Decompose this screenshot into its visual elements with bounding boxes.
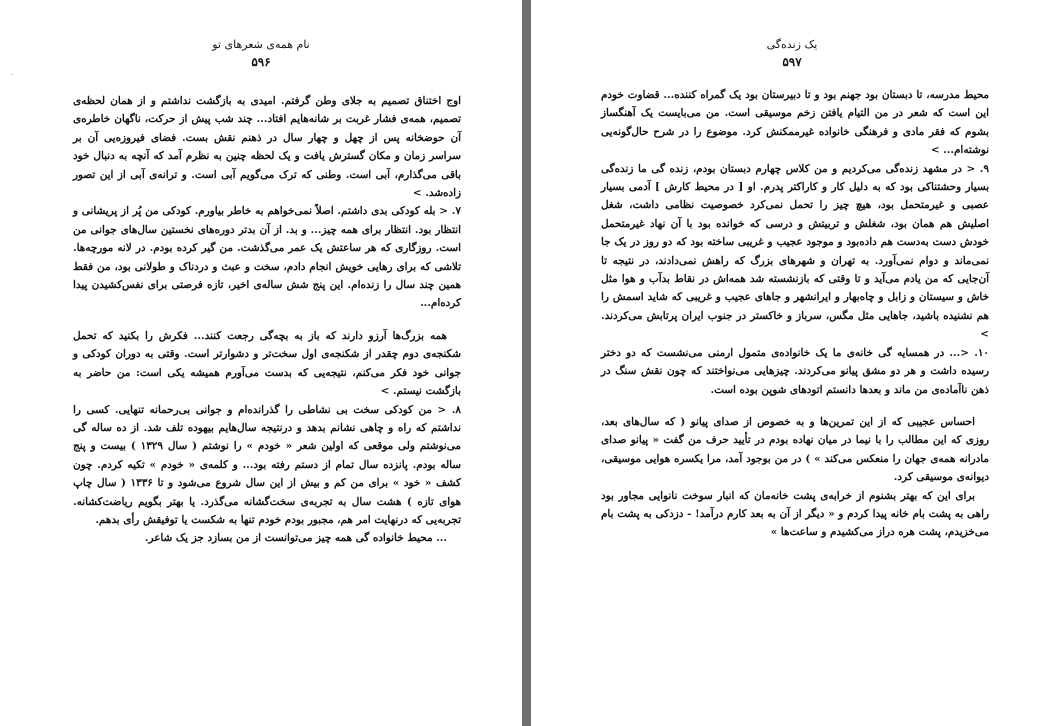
paragraph: ۱۰. <... در همسایه گی خانه‌ی ما یک خانواده‌ی متمول ارمنی می‌نشست که دو دختر رسیده داشت و هر دو مشق پیانو می‌کردند. چیزهایی می‌نواختند که چون نقش سنگ در ذهن ناآماده‌ی من ماند و بعدها دانستم اتودهای شوپن بوده است.	[601, 346, 989, 396]
left-page-body	[73, 92, 461, 548]
running-head: نام همه‌ی شعرهای تو	[212, 38, 310, 51]
right-page-body	[601, 86, 989, 542]
left-page	[0, 0, 522, 726]
running-head: یک زنده‌گی	[766, 38, 818, 51]
right-page	[531, 0, 1053, 726]
paragraph: اوج اختناق تصمیم به جلای وطن گرفتم. امیدی به بازگشت نداشتم و از همان لحظه‌ی تصمیم، همه‌ی فشار غربت بر شانه‌هایم افتاد... چند شب پیش از حرکت، ناگهان خاطره‌ی آن حوضخانه پس از چهل و چهار سال در ذهنم نقش بست. فضای فیروزه‌یی آن بر سراسر زمان و مکان گسترش یافت و یک لحظه چنین به نظرم آمد که آنچه به دنبال خود باقی می‌گذارم، آبی است. وطنی که ترک می‌گویم آبی است. و ترانه‌ی آبی از این تصور زاده‌شد. >	[73, 95, 461, 200]
page-number: ۵۹۶	[251, 55, 271, 69]
margin-mark: ٠	[10, 70, 15, 80]
paragraph: ۸. < من کودکی سخت بی نشاطی را گذرانده‌ام و جوانی بی‌رحمانه تنهایی. کسی را نداشتم که راه و چاهی نشانم بدهد و درنتیجه سال‌هایم بیهوده تلف شد. از ده ساله گی می‌نوشتم ولی موقعی که اولین شعر « خودم » را نوشتم ( سال ۱۳۲۹ ) بیست و پنج ساله بودم. پانزده سال تمام از دستم رفته بود... و کلمه‌ی « خودم » تکیه کردم. چون کشف « خود » برای من کم و بیش از این سال شروع می‌شود و تا ۱۳۳۶ ( سال چاپ هوای تازه ) هشت سال به تجربه‌ی سخت‌گشانه می‌گذرد. یا بهتر بگویم ریاضت‌کشانه. تجربه‌یی که درنهایت امر هم، مجبور بودم خودم تنها به شکست یا توفیقش رأی بدهم.	[73, 403, 462, 526]
paragraph: محیط مدرسه، تا دبستان بود جهنم بود و تا دبیرستان بود یک گمراه کننده... قضاوت خودم این است که شعر در من التیام یافتن زخم موسیقی است. من می‌بایست یک آهنگساز بشوم که فقر مادی و فرهنگی خانواده غیرممکنش کرد. موضوع را در شرح حال‌گونه‌یی نوشته‌ام... >	[601, 89, 989, 157]
paragraph: همه بزرگ‌ها آرزو دارند که باز به بچه‌گی رجعت کنند... فکرش را بکنید که تحمل شکنجه‌ی دوم چقدر از شکنجه‌ی اول سخت‌تر و دشوارتر است. وقتی به دوران کودکی و جوانی خود فکر می‌کنم، نتیجه‌یی که بدست می‌آورم همیشه یکی است: من حاضر به بازگشت نیستم. >	[73, 329, 461, 398]
paragraph: ۹. < در مشهد زنده‌گی می‌کردیم و من کلاس چهارم دبستان بودم، زنده گی ما زنده‌گی بسیار وحشتناکی بود که به دلیل کار و کاراکتر پدرم. او [ در محیط کارش ] آدمی بسیار عصبی و غیرمتحمل بود، هیچ چیز را تحمل نمی‌کرد خصوصیت نظامی داشت، شغل اصلیش هم همان بود، شغلش و تربیتش و درسی که خوانده بود با آن نهاد غیرمتحمل خودش دست به‌دست هم داده‌بود و موجود عجیب و غریبی ساخته بود که دو روز در یک جا نمی‌ماند و دوام نمی‌آورد. به تهران و شهرهای بزرگ که راهش نمی‌دادند، در نتیجه تا آن‌جایی که من یادم می‌آید و تا وقتی که بازنشسته شد همه‌اش در نقاط بدآب و هوا مثل خاش و سیستان و زابل و چاه‌بهار و ایرانشهر و جاهای عجیب و غریبی که شاید اسمش را هم نشنیده باشید، جاهایی مثل مگس، سرباز و خاکستر در جنوب ایران پرتابش می‌کردند. >	[601, 162, 989, 341]
paragraph: ... محیط خانواده گی همه چیز می‌توانست از من بسازد جز یک شاعر.	[144, 532, 447, 545]
page-number: ۵۹۷	[782, 55, 802, 69]
paragraph: برای این که بهتر بشنوم از خرابه‌ی پشت خانه‌مان که انبار سوخت نانوایی مجاور بود راهی به پشت بام خانه پیدا کردم و « دیگر از آن به بعد کارم درآمد! - دزدکی به پشت بام می‌خزیدم، پشت هره دراز می‌کشیدم و ساعت‌ها »	[601, 489, 989, 539]
paragraph: ۷. < بله کودکی بدی داشتم. اصلاً نمی‌خواهم به خاطر بیاورم. کودکی من پُر از پریشانی و انتظار بود. انتظار برای همه چیز... و بد. از آن بدتر دوره‌های نخستین سال‌های جوانی من است. روزگاری که هر ساعتش یک عمر می‌گذشت. من گیر کرده بودم. در لانه مورچه‌ها. تلاشی که برای رهایی خویش انجام دادم، سخت و عبث و دردناک و طولانی بود، من فقط همین چند سال را زنده‌ام. این پنج شش ساله‌ی اخیر، تازه فرصتی برای نفس‌کشیدن پیدا کرده‌ام...	[73, 205, 461, 310]
paragraph: احساس عجیبی که از این تمرین‌ها و به خصوص از صدای پیانو ( که سال‌های بعد، روزی که این مطالب را با نیما در میان نهاده بودم در تأیید حرف من گفت « پیانو صدای مادرانه همه‌ی جهان را منعکس می‌کند » ) در من بوجود آمد، مرا یکسره هوایی موسیقی، دیوانه‌ی موسیقی کرد.	[601, 415, 989, 484]
